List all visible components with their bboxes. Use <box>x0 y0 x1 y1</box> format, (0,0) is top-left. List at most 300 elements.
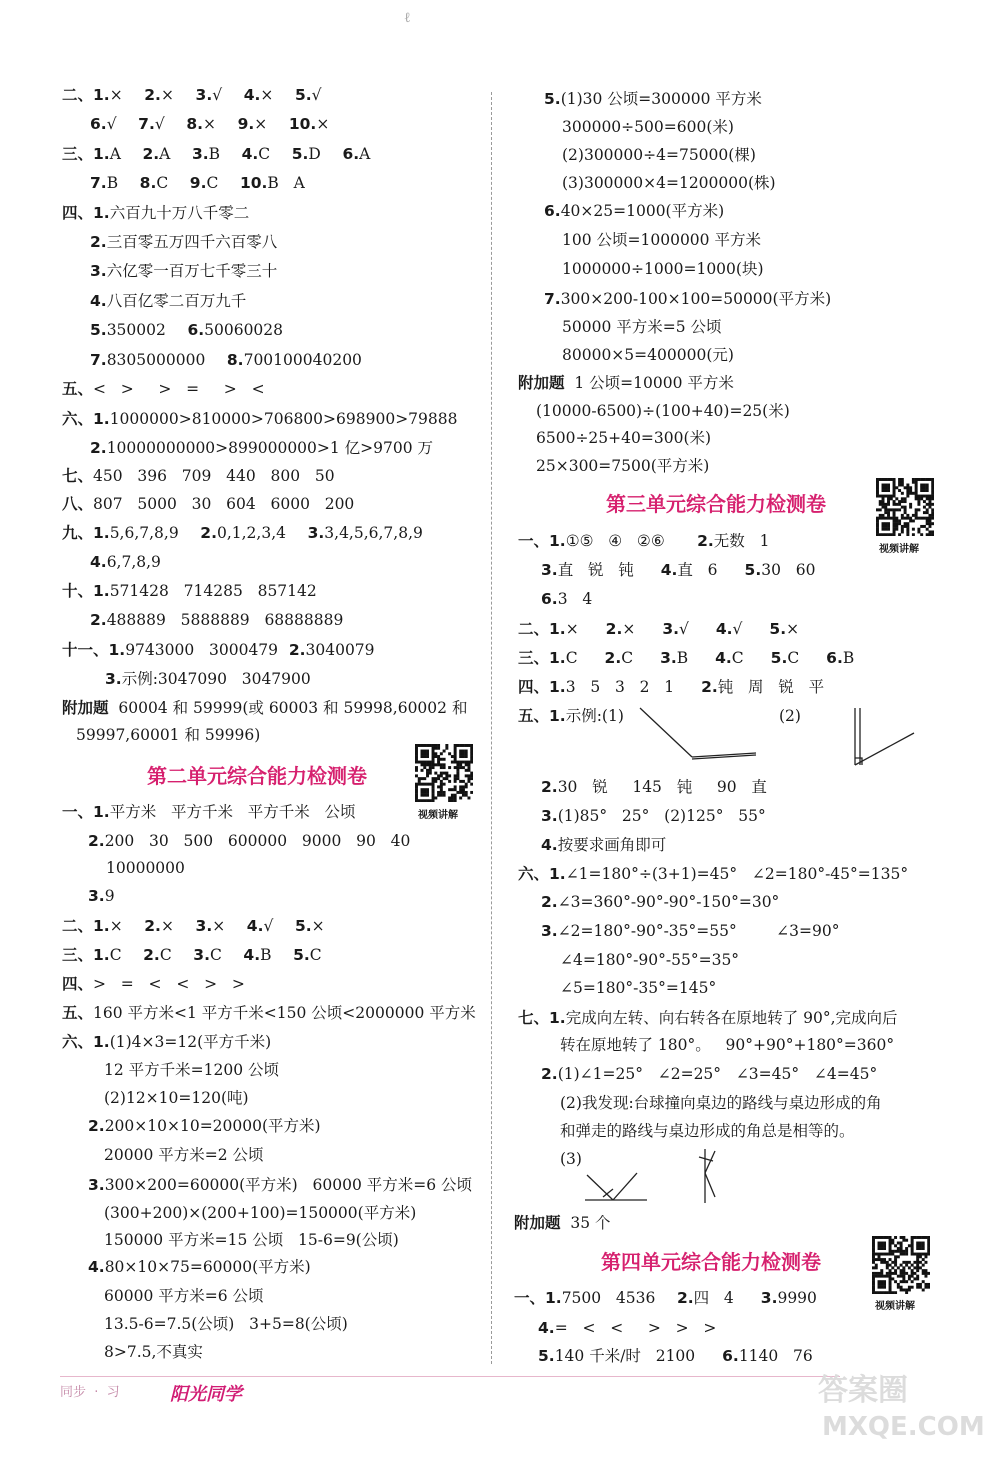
answer-line <box>541 589 592 609</box>
answer-text: 3 4 <box>557 590 593 608</box>
question-number: 9. <box>216 115 255 133</box>
answer-line <box>62 802 356 822</box>
answer-line <box>104 1203 416 1223</box>
answer-line <box>541 1064 877 1084</box>
answer-line <box>544 89 762 109</box>
question-number: 附加题 <box>518 374 565 392</box>
answer-text: 8305000000 <box>106 351 206 369</box>
answer-text: (2) <box>779 707 801 725</box>
answer-line <box>62 974 245 994</box>
question-number: 5. <box>538 1347 555 1365</box>
question-number: 2. <box>122 86 161 104</box>
question-number: 3. <box>90 262 107 280</box>
question-number: 4. <box>688 649 732 667</box>
question-number: 一、1. <box>62 803 110 821</box>
answer-line <box>104 1314 348 1334</box>
question-number: 10. <box>267 115 317 133</box>
answer-text: 30 锐 145 钝 90 直 <box>557 778 767 796</box>
answer-line <box>90 291 246 311</box>
answer-line <box>90 552 161 572</box>
question-number: 5. <box>271 946 310 964</box>
answer-line <box>88 831 410 851</box>
answer-text: C <box>206 174 219 192</box>
question-number: 4. <box>541 836 558 854</box>
unit4-qr-label: 视频讲解 <box>875 1301 915 1312</box>
question-number: 7. <box>544 290 561 308</box>
answer-text: C <box>258 145 271 163</box>
answer-line <box>104 1060 279 1080</box>
answer-line <box>62 640 375 660</box>
question-number: 二、1. <box>62 917 110 935</box>
question-number: 2. <box>674 678 718 696</box>
answer-text: 1 公顷=10000 平方米 <box>564 374 734 392</box>
answer-text: B A <box>267 174 305 192</box>
answer-text: A <box>159 145 171 163</box>
answer-text: 50060028 <box>204 321 284 339</box>
question-number: 四、1. <box>62 204 110 222</box>
question-number: 2. <box>122 917 161 935</box>
answer-text: (10000-6500)÷(100+40)=25(米) <box>536 402 790 420</box>
answer-line <box>541 835 666 855</box>
answer-text: 1000000÷1000=1000(块) <box>562 260 764 278</box>
answer-text: (1)∠1=25° ∠2=25° ∠3=45° ∠4=45° <box>557 1065 878 1083</box>
question-number: 2. <box>120 145 160 163</box>
answer-text: C <box>565 649 578 667</box>
answer-line <box>562 173 776 193</box>
qr-pattern <box>415 744 473 802</box>
question-number: 3. <box>286 524 325 542</box>
question-number: 3. <box>733 1289 778 1307</box>
answer-line <box>90 261 277 281</box>
answer-line <box>62 144 370 164</box>
question-number: 四、 <box>62 975 94 993</box>
question-number: 5. <box>273 86 312 104</box>
answer-text: 和弹走的路线与桌边形成的角总是相等的。 <box>560 1122 855 1140</box>
question-number: 五、1. <box>518 707 566 725</box>
answer-line <box>518 677 824 697</box>
question-number: 5. <box>273 917 312 935</box>
watermark-text: 答案圈 <box>818 1373 908 1408</box>
footer-series-label: 同步 · 习 <box>60 1385 120 1400</box>
answer-text: 20000 平方米=2 公顷 <box>104 1146 264 1164</box>
question-number: 4. <box>88 1258 105 1276</box>
answer-line <box>62 916 325 936</box>
unit2-title: 第二单元综合能力检测卷 <box>147 764 367 788</box>
question-number: 附加题 <box>62 699 109 717</box>
question-number: 4. <box>90 292 107 310</box>
answer-line <box>536 428 711 448</box>
question-number: 一、1. <box>518 532 566 550</box>
answer-text: 300×200-100×100=50000(平方米) <box>560 290 832 308</box>
question-number: 一、1. <box>514 1289 562 1307</box>
answer-text: C <box>787 649 800 667</box>
answer-line <box>541 806 766 826</box>
question-number: 4. <box>225 917 264 935</box>
answer-text: 平方米 平方千米 平方千米 公顷 <box>109 803 356 821</box>
unit4-title: 第四单元综合能力检测卷 <box>601 1250 821 1274</box>
answer-line <box>536 401 790 421</box>
question-number: 7. <box>90 351 107 369</box>
answer-text: 钝 周 锐 平 <box>717 678 825 696</box>
unit3-title: 第三单元综合能力检测卷 <box>606 492 826 516</box>
answer-line <box>562 230 761 250</box>
answer-text: 示例:(1) <box>565 707 624 725</box>
question-number: 三、1. <box>62 145 110 163</box>
question-number: 四、1. <box>518 678 566 696</box>
answer-line <box>562 117 734 137</box>
question-number: 七、 <box>62 467 94 485</box>
question-number: 6. <box>541 590 558 608</box>
answer-text: 200×10×10=20000(平方米) <box>104 1117 321 1135</box>
answer-line <box>560 1035 894 1055</box>
answer-line <box>62 466 335 486</box>
answer-text: 300000÷500=600(米) <box>562 118 734 136</box>
question-number: 2. <box>578 620 623 638</box>
answer-text: 35 个 <box>560 1214 611 1232</box>
question-number: 2. <box>90 611 107 629</box>
question-number: 六、1. <box>62 410 110 428</box>
answer-text: 40×25=1000(平方米) <box>560 202 725 220</box>
answer-text: 350002 <box>106 321 166 339</box>
answer-line <box>538 1346 813 1366</box>
answer-line <box>562 317 722 337</box>
answer-text: 直 锐 钝 <box>557 561 634 579</box>
question-number: 10. <box>218 174 268 192</box>
answer-text: 25×300=7500(平方米) <box>536 457 710 475</box>
answer-text: 80000×5=400000(元) <box>562 346 734 364</box>
answer-line <box>538 1318 716 1338</box>
question-number: 4. <box>688 620 733 638</box>
answer-text: × <box>160 917 174 935</box>
answer-line <box>90 320 283 340</box>
answer-text: 八百亿零二百万九千 <box>106 292 247 310</box>
answer-text: 160 平方米<1 平方千米<150 公顷<2000000 平方米 <box>93 1004 476 1022</box>
answer-text: D <box>308 145 321 163</box>
unit3-qr-code[interactable] <box>876 478 934 540</box>
answer-line <box>518 648 854 668</box>
answer-line <box>62 698 467 718</box>
question-number: 七、1. <box>518 1009 566 1027</box>
answer-line <box>62 1003 476 1023</box>
answer-text: 转在原地转了 180°。 90°+90°+180°=360° <box>560 1036 895 1054</box>
answer-text: B <box>106 174 119 192</box>
question-number: 九、1. <box>62 524 110 542</box>
column-divider <box>491 92 492 1364</box>
answer-text: 7500 4536 <box>561 1289 656 1307</box>
answer-text: 488889 5888889 68888889 <box>106 611 344 629</box>
answer-text: √ <box>263 917 274 935</box>
answer-line <box>514 1213 611 1233</box>
answer-text: (2)12×10=120(吨) <box>104 1089 249 1107</box>
answer-text: × <box>786 620 800 638</box>
answer-text: 9990 <box>777 1289 817 1307</box>
answer-text: B <box>842 649 855 667</box>
question-number: 3. <box>105 670 122 688</box>
answer-text: 9743000 3000479 <box>125 641 279 659</box>
answer-line <box>62 523 423 543</box>
answer-line <box>62 379 265 399</box>
answer-text: (1)4×3=12(平方千米) <box>109 1033 272 1051</box>
answer-line <box>518 373 734 393</box>
answer-line <box>76 725 260 745</box>
question-number: 3. <box>633 649 677 667</box>
answer-text: √ <box>106 115 117 133</box>
answer-line <box>62 581 317 601</box>
answer-line <box>536 456 709 476</box>
answer-line <box>88 1175 472 1195</box>
question-number: 2. <box>664 532 714 550</box>
answer-text: 6500÷25+40=300(米) <box>536 429 712 447</box>
question-number: 9. <box>168 174 207 192</box>
question-number: 2. <box>541 1065 558 1083</box>
answer-text: × <box>212 917 226 935</box>
answer-text: ①⑤ ④ ②⑥ <box>565 532 665 550</box>
answer-line <box>518 531 769 551</box>
answer-line <box>562 345 734 365</box>
question-number: 2. <box>278 641 306 659</box>
question-number: 3. <box>170 145 209 163</box>
question-number: 2. <box>88 832 105 850</box>
answer-text: 200 30 500 600000 9000 90 40 <box>104 832 411 850</box>
question-number: 二、1. <box>62 86 110 104</box>
answer-line <box>88 1116 321 1136</box>
question-number: 5. <box>270 145 309 163</box>
question-number: 4. <box>220 145 259 163</box>
answer-line <box>562 145 756 165</box>
question-number: 五、 <box>62 1004 94 1022</box>
question-number: 三、1. <box>518 649 566 667</box>
answer-text: B <box>260 946 272 964</box>
question-number: 3. <box>88 887 105 905</box>
answer-line <box>518 864 908 884</box>
answer-text: (3) <box>560 1150 582 1168</box>
question-number: 2. <box>541 778 558 796</box>
question-number: 3. <box>541 922 558 940</box>
answer-line <box>541 777 767 797</box>
answer-text: 59997,60001 和 59996) <box>76 726 261 744</box>
answer-text: 3040079 <box>305 641 375 659</box>
answer-text: × <box>622 620 636 638</box>
answer-text: ∠4=180°-90°-55°=35° <box>560 951 740 969</box>
question-number: 4. <box>538 1319 555 1337</box>
answer-text: 571428 714285 857142 <box>109 582 317 600</box>
answer-text: C <box>159 946 172 964</box>
answer-line <box>90 232 277 252</box>
answer-text: × <box>203 115 216 133</box>
question-number: 7. <box>116 115 155 133</box>
answer-text: (1)30 公顷=300000 平方米 <box>560 90 762 108</box>
qr-pattern <box>876 478 934 536</box>
answer-text: × <box>160 86 174 104</box>
question-number: 3. <box>541 561 558 579</box>
answer-text: 9 <box>104 887 115 905</box>
answer-text: (2)300000÷4=75000(棵) <box>562 146 756 164</box>
answer-line <box>62 409 457 429</box>
question-number: 3. <box>173 917 213 935</box>
answer-line <box>541 892 779 912</box>
question-number: 八、 <box>62 495 94 513</box>
answer-text: 300×200=60000(平方米) 60000 平方米=6 公顷 <box>104 1176 473 1194</box>
answer-text: ∠3=360°-90°-90°-150°=30° <box>557 893 780 911</box>
answer-text: 60004 和 59999(或 60003 和 59998,60002 和 <box>108 699 468 717</box>
question-number: 十、1. <box>62 582 110 600</box>
question-number: 3. <box>88 1176 105 1194</box>
answer-line <box>104 1230 399 1250</box>
angle-example-2 <box>855 708 914 765</box>
answer-text: × <box>109 917 123 935</box>
answer-text: 3 5 3 2 1 <box>565 678 675 696</box>
question-number: 6. <box>544 202 561 220</box>
unit2-qr-label: 视频讲解 <box>418 810 458 821</box>
answer-line <box>562 259 764 279</box>
answer-line <box>62 85 322 105</box>
question-number: 4. <box>90 553 107 571</box>
answer-text: 1000000>810000>706800>698900>79888 <box>109 410 458 428</box>
answer-text: × <box>109 86 123 104</box>
billiard-drawings <box>575 1145 735 1205</box>
answer-text: 6,7,8,9 <box>106 553 161 571</box>
billiard-example-1 <box>585 1173 647 1200</box>
angle-drawings <box>600 700 930 770</box>
answer-text: 12 平方千米=1200 公顷 <box>104 1061 280 1079</box>
answer-text: ∠5=180°-35°=145° <box>560 979 717 997</box>
question-number: 二、1. <box>518 620 566 638</box>
answer-line <box>544 289 831 309</box>
answer-line <box>541 921 839 941</box>
question-number: 3. <box>173 86 213 104</box>
question-number: 4. <box>222 86 261 104</box>
answer-text: × <box>260 86 274 104</box>
question-number: 5. <box>742 620 787 638</box>
answer-text: ∠2=180°-90°-35°=55° ∠3=90° <box>557 922 840 940</box>
unit4-qr-code[interactable] <box>872 1236 930 1298</box>
question-number: 5. <box>743 649 788 667</box>
answer-text: 六百九十万八千零二 <box>109 204 250 222</box>
answer-line <box>105 669 311 689</box>
question-number: 8. <box>164 115 203 133</box>
question-number: 2. <box>90 439 107 457</box>
top-mark: ℓ <box>404 10 411 26</box>
answer-line <box>104 1286 264 1306</box>
answer-text: 13.5-6=7.5(公顷) 3+5=8(公顷) <box>104 1315 348 1333</box>
answer-text: B <box>208 145 221 163</box>
footer-brand-logo: 阳光同学 <box>170 1384 242 1405</box>
answer-text: 150000 平方米=15 公顷 15-6=9(公顷) <box>104 1231 399 1249</box>
question-number: 三、1. <box>62 946 110 964</box>
answer-line <box>106 858 185 878</box>
answer-line <box>90 438 433 458</box>
billiard-example-2 <box>699 1149 715 1203</box>
answer-text: A <box>359 145 371 163</box>
question-number: 2. <box>178 524 217 542</box>
answer-line <box>62 945 322 965</box>
answer-text: > = < < > > <box>93 975 245 993</box>
question-number: 2. <box>88 1117 105 1135</box>
answer-text: B <box>676 649 689 667</box>
question-number: 3. <box>541 807 558 825</box>
answer-text: √ <box>154 115 165 133</box>
question-number: 8. <box>118 174 157 192</box>
answer-line <box>104 1088 249 1108</box>
answer-text: 700100040200 <box>243 351 362 369</box>
answer-text: × <box>254 115 268 133</box>
question-number: 2. <box>541 893 558 911</box>
answer-text: 无数 1 <box>713 532 770 550</box>
answer-text: = < < > > > <box>554 1319 717 1337</box>
answer-line <box>62 1032 271 1052</box>
unit3-qr-label: 视频讲解 <box>879 544 919 555</box>
answer-text: 807 5000 30 604 6000 200 <box>93 495 355 513</box>
answer-line <box>62 203 249 223</box>
question-number: 3. <box>635 620 679 638</box>
answer-line <box>90 350 362 370</box>
angle-example-1 <box>640 708 756 759</box>
answer-line <box>104 1145 264 1165</box>
question-number: 8. <box>205 351 244 369</box>
answer-text: C <box>156 174 169 192</box>
question-number: 6. <box>695 1347 739 1365</box>
answer-text: 3,4,5,6,7,8,9 <box>324 524 423 542</box>
answer-text: 0,1,2,3,4 <box>216 524 287 542</box>
answer-text: 示例:3047090 3047900 <box>121 670 311 688</box>
answer-text: 三百零五万四千六百零八 <box>106 233 278 251</box>
unit2-qr-code[interactable] <box>415 744 473 806</box>
question-number: 附加题 <box>514 1214 561 1232</box>
answer-text: 直 6 <box>677 561 718 579</box>
answer-text: 60000 平方米=6 公顷 <box>104 1287 264 1305</box>
answer-text: C <box>731 649 744 667</box>
question-number: 十一、1. <box>62 641 126 659</box>
answer-text: 8>7.5,不真实 <box>104 1343 203 1361</box>
answer-line <box>104 1342 203 1362</box>
question-number: 6. <box>320 145 360 163</box>
question-number: 6. <box>165 321 205 339</box>
question-number: 6. <box>799 649 843 667</box>
answer-text: 5,6,7,8,9 <box>109 524 179 542</box>
answer-line <box>560 1093 882 1113</box>
answer-text: √ <box>679 620 689 638</box>
answer-text: 完成向左转、向右转各在原地转了 90°,完成向后 <box>565 1009 898 1027</box>
answer-text: √ <box>212 86 223 104</box>
answer-text: 10000000 <box>106 859 185 877</box>
answer-line <box>62 494 354 514</box>
question-number: 六、1. <box>62 1033 110 1051</box>
answer-text: 450 396 709 440 800 50 <box>93 467 335 485</box>
question-number: 2. <box>121 946 160 964</box>
question-number: 6. <box>90 115 107 133</box>
watermark-url: MXQE.COM <box>822 1412 985 1442</box>
answer-line <box>90 173 305 193</box>
answer-text: 80×10×75=60000(平方米) <box>104 1258 311 1276</box>
answer-text: 10000000000>899000000>1 亿>9700 万 <box>106 439 434 457</box>
answer-text: 100 公顷=1000000 平方米 <box>562 231 761 249</box>
answer-line <box>541 560 815 580</box>
question-number: 5. <box>717 561 762 579</box>
answer-text: A <box>109 145 121 163</box>
qr-pattern <box>872 1236 930 1294</box>
footer-rule <box>60 1376 840 1377</box>
answer-text: × <box>316 115 330 133</box>
answer-line <box>518 1008 898 1028</box>
answer-text: C <box>309 946 322 964</box>
answer-text: √ <box>732 620 743 638</box>
answer-text: 1140 76 <box>738 1347 813 1365</box>
question-number: 4. <box>633 561 678 579</box>
question-number: 六、1. <box>518 865 566 883</box>
answer-line <box>90 114 329 134</box>
answer-text: (2)我发现:台球撞向桌边的路线与桌边形成的角 <box>560 1094 882 1112</box>
answer-text: √ <box>311 86 322 104</box>
